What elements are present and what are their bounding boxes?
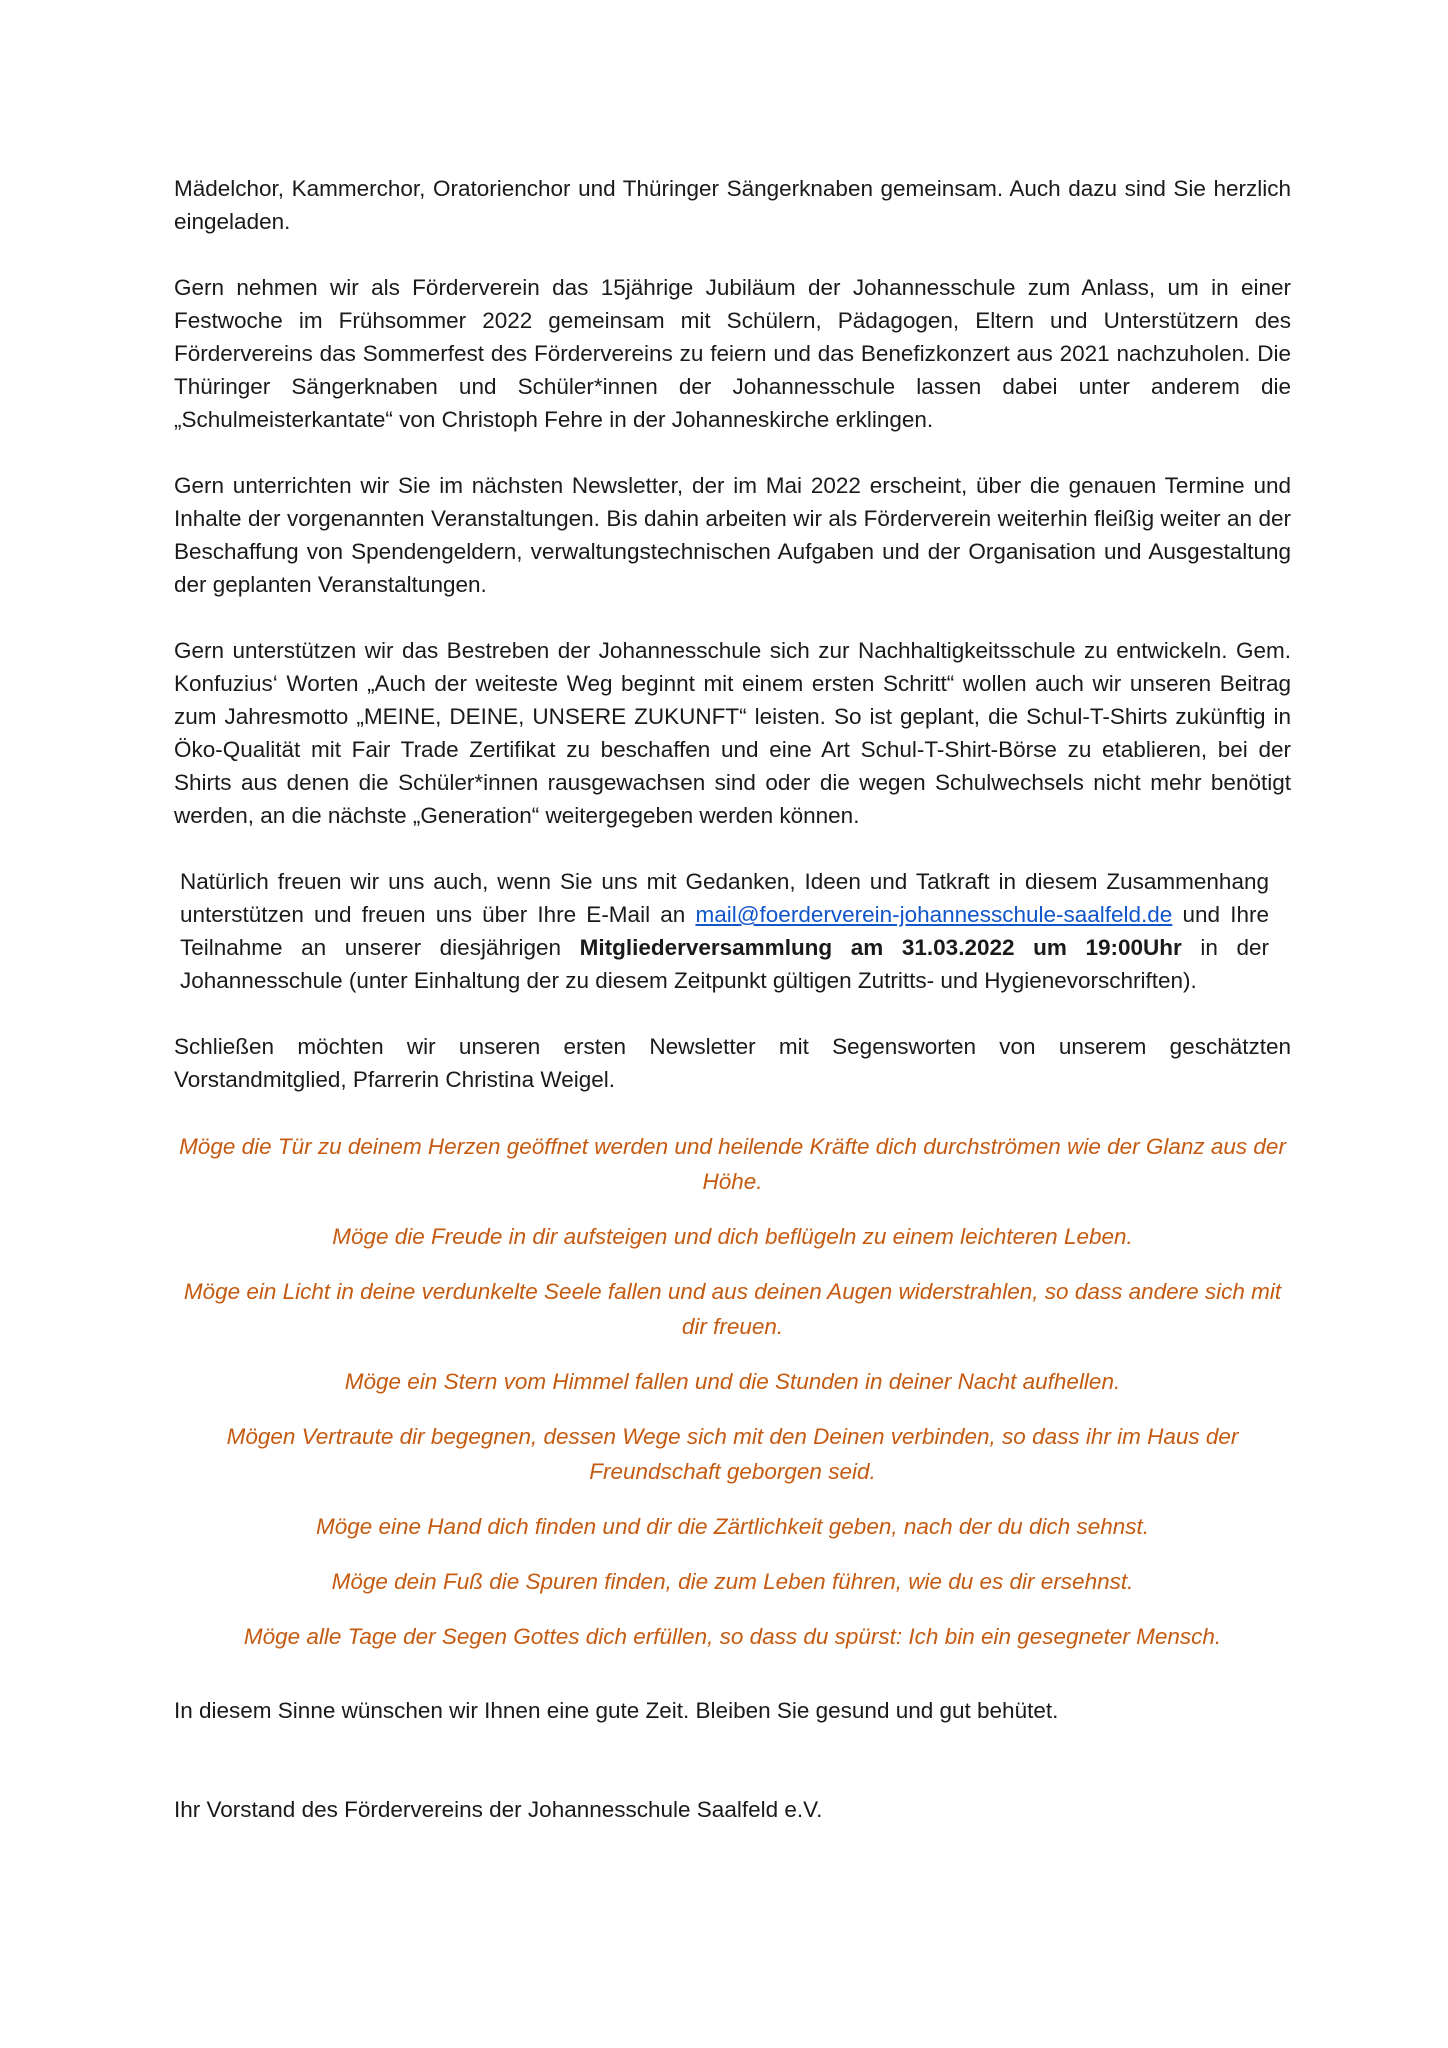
closing-line: In diesem Sinne wünschen wir Ihnen eine gute Zeit. Bleiben Sie gesund und gut behütet. (174, 1698, 1059, 1723)
blessing-line: Möge die Tür zu deinem Herzen geöffnet werden und heilende Kräfte dich durchströmen wie der Glanz aus der Höhe. (179, 1134, 1286, 1194)
blessing-line: Möge alle Tage der Segen Gottes dich erfüllen, so dass du spürst: Ich bin ein gesegneter Mensch. (243, 1624, 1222, 1649)
email-link[interactable]: mail@foerderverein-johannesschule-saalfeld.de (695, 902, 1173, 927)
paragraph-blessing-intro: Schließen möchten wir unseren ersten Newsletter mit Segensworten von unserem geschätzten Vorstandmitglied, Pfarrerin Christina Weigel. (174, 1034, 1291, 1092)
contact-text-middle: und Ihre Teilnahme an unserer diesjährigen (180, 902, 1269, 960)
newsletter-page (174, 172, 1291, 1826)
signature: Ihr Vorstand des Fördervereins der Johannesschule Saalfeld e.V. (174, 1797, 823, 1822)
paragraph-contact (174, 865, 1291, 997)
blessing-line: Möge eine Hand dich finden und dir die Zärtlichkeit geben, nach der du dich sehnst. (315, 1514, 1150, 1539)
blessing-line: Möge dein Fuß die Spuren finden, die zum Leben führen, wie du es dir ersehnst. (331, 1569, 1134, 1594)
blessing-line: Möge die Freude in dir aufsteigen und dich beflügeln zu einem leichteren Leben. (332, 1224, 1133, 1249)
blessing-line: Möge ein Licht in deine verdunkelte Seele fallen und aus deinen Augen widerstrahlen, so dass andere sich mit dir freuen. (183, 1279, 1282, 1339)
paragraph-next-newsletter: Gern unterrichten wir Sie im nächsten Newsletter, der im Mai 2022 erscheint, über die genauen Termine und Inhalte der vorgenannten Veranstaltungen. Bis dahin arbeiten wir als Förderverein weiterhin fleißig weiter an der Beschaffung von Spendengeldern, verwaltungstechnischen Aufgaben und der Organisation und Ausgestaltung der geplanten Veranstaltungen. (174, 473, 1291, 597)
blessings-list (174, 1129, 1291, 1654)
contact-text-after: in der Johannesschule (unter Einhaltung der zu diesem Zeitpunkt gültigen Zutritts- und Hygienevorschriften). (180, 935, 1269, 993)
paragraph-sustainability: Gern unterstützen wir das Bestreben der Johannesschule sich zur Nachhaltigkeitsschule zu entwickeln. Gem. Konfuzius‘ Worten „Auch der weiteste Weg beginnt mit einem ersten Schritt“ wollen auch wir unseren Beitrag zum Jahresmotto „MEINE, DEINE, UNSERE ZUKUNFT“ leisten. So ist geplant, die Schul-T-Shirts zukünftig in Öko-Qualität mit Fair Trade Zertifikat zu beschaffen und eine Art Schul-T-Shirt-Börse zu etablieren, bei der Shirts aus denen die Schüler*innen rausgewachsen sind oder die wegen Schulwechsels nicht mehr benötigt werden, an die nächste „Generation“ weitergegeben werden können. (174, 638, 1291, 828)
meeting-date-bold: Mitgliederversammlung am 31.03.2022 um 19:00Uhr (579, 935, 1182, 960)
paragraph-anniversary: Gern nehmen wir als Förderverein das 15jährige Jubiläum der Johannesschule zum Anlass, um in einer Festwoche im Frühsommer 2022 gemeinsam mit Schülern, Pädagogen, Eltern und Unterstützern des Fördervereins das Sommerfest des Fördervereins zu feiern und das Benefizkonzert aus 2021 nachzuholen. Die Thüringer Sängerknaben und Schüler*innen der Johannesschule lassen dabei unter anderem die „Schulmeisterkantate“ von Christoph Fehre in der Johanneskirche erklingen. (174, 275, 1291, 432)
contact-text-before: Natürlich freuen wir uns auch, wenn Sie uns mit Gedanken, Ideen und Tatkraft in diesem Zusammenhang unterstützen und freuen uns über Ihre E-Mail an (180, 869, 1269, 927)
blessing-line: Mögen Vertraute dir begegnen, dessen Wege sich mit den Deinen verbinden, so dass ihr im Haus der Freundschaft geborgen seid. (226, 1424, 1239, 1484)
paragraph-choirs: Mädelchor, Kammerchor, Oratorienchor und Thüringer Sängerknaben gemeinsam. Auch dazu sind Sie herzlich eingeladen. (174, 176, 1291, 234)
blessing-line: Möge ein Stern vom Himmel fallen und die Stunden in deiner Nacht aufhellen. (344, 1369, 1121, 1394)
